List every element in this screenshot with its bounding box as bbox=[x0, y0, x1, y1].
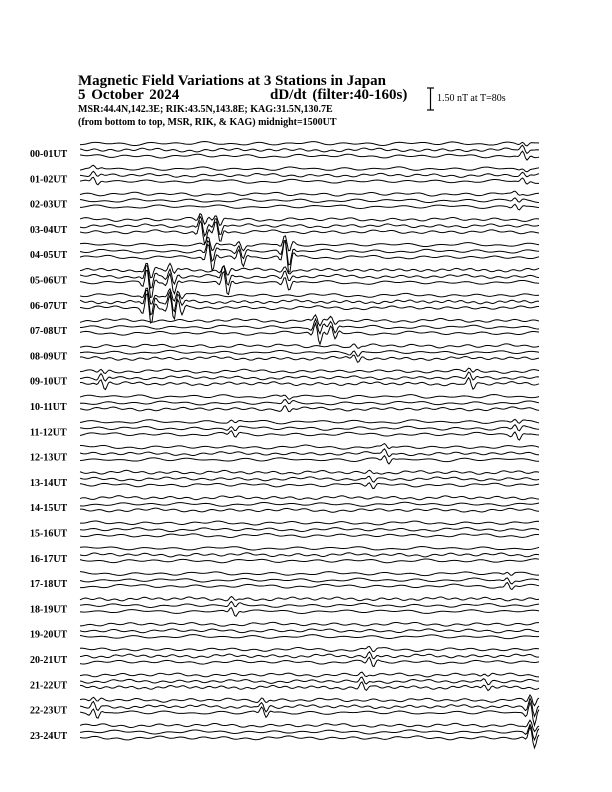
trace-kag-15-16UT bbox=[80, 521, 539, 525]
hour-label: 04-05UT bbox=[30, 250, 68, 262]
hour-label: 02-03UT bbox=[30, 199, 68, 211]
trace-kag-13-14UT bbox=[80, 470, 539, 474]
trace-rik-19-20UT bbox=[80, 629, 539, 633]
hour-label: 11-12UT bbox=[30, 427, 67, 439]
trace-msr-23-24UT bbox=[80, 727, 539, 748]
date-text: 5 October 2024 bbox=[78, 87, 180, 103]
trace-msr-16-17UT bbox=[80, 559, 539, 563]
order-note-text: (from bottom to top, MSR, RIK, & KAG) midnight=1500UT bbox=[78, 117, 337, 128]
hour-label: 21-22UT bbox=[30, 680, 68, 692]
hour-label: 20-21UT bbox=[30, 655, 68, 666]
trace-kag-04-05UT bbox=[80, 236, 539, 251]
hour-label: 00-01UT bbox=[30, 149, 68, 160]
trace-rik-20-21UT bbox=[80, 652, 539, 659]
trace-msr-14-15UT bbox=[80, 508, 539, 512]
trace-msr-12-13UT bbox=[80, 456, 539, 464]
trace-kag-10-11UT bbox=[80, 395, 539, 400]
trace-rik-15-16UT bbox=[80, 528, 539, 532]
trace-kag-03-04UT bbox=[80, 214, 539, 226]
hour-label: 19-20UT bbox=[30, 629, 68, 641]
trace-kag-23-24UT bbox=[80, 720, 539, 731]
hour-label: 13-14UT bbox=[30, 477, 68, 489]
trace-kag-17-18UT bbox=[80, 572, 539, 576]
trace-kag-01-02UT bbox=[80, 165, 539, 171]
hour-label: 14-15UT bbox=[30, 503, 68, 515]
trace-kag-02-03UT bbox=[80, 191, 539, 196]
hour-label: 05-06UT bbox=[30, 275, 68, 287]
trace-rik-12-13UT bbox=[80, 449, 539, 457]
hour-label: 23-24UT bbox=[30, 730, 68, 742]
trace-rik-01-02UT bbox=[80, 171, 539, 177]
hour-label: 17-18UT bbox=[30, 579, 68, 591]
hour-label: 16-17UT bbox=[30, 553, 68, 565]
trace-rik-18-19UT bbox=[80, 602, 539, 608]
hour-label: 12-13UT bbox=[30, 452, 68, 464]
trace-rik-00-01UT bbox=[80, 145, 539, 153]
trace-kag-16-17UT bbox=[80, 547, 539, 550]
trace-kag-00-01UT bbox=[80, 142, 539, 146]
hour-label: 07-08UT bbox=[30, 326, 68, 338]
hour-label: 22-23UT bbox=[30, 705, 68, 717]
trace-msr-15-16UT bbox=[80, 534, 539, 538]
trace-msr-19-20UT bbox=[80, 635, 539, 639]
trace-msr-02-03UT bbox=[80, 204, 539, 210]
trace-msr-18-19UT bbox=[80, 608, 539, 617]
scale-label: 1.50 nT at T=80s bbox=[437, 93, 506, 104]
trace-rik-02-03UT bbox=[80, 198, 539, 203]
trace-kag-19-20UT bbox=[80, 622, 539, 626]
hour-label: 10-11UT bbox=[30, 402, 67, 413]
chart-title: Magnetic Field Variations at 3 Stations in Japan bbox=[78, 73, 386, 89]
trace-msr-10-11UT bbox=[80, 406, 539, 412]
trace-rik-17-18UT bbox=[80, 578, 539, 584]
trace-kag-11-12UT bbox=[80, 419, 539, 423]
trace-msr-20-21UT bbox=[80, 657, 539, 666]
trace-kag-12-13UT bbox=[80, 444, 539, 450]
trace-kag-20-21UT bbox=[80, 646, 539, 651]
trace-kag-21-22UT bbox=[80, 672, 539, 677]
trace-msr-21-22UT bbox=[80, 682, 539, 691]
trace-kag-14-15UT bbox=[80, 496, 539, 500]
trace-rik-10-11UT bbox=[80, 400, 539, 405]
hour-label: 06-07UT bbox=[30, 300, 68, 312]
hour-label: 15-16UT bbox=[30, 528, 68, 540]
trace-rik-08-09UT bbox=[80, 350, 539, 356]
trace-rik-13-14UT bbox=[80, 476, 539, 482]
hour-label: 03-04UT bbox=[30, 224, 68, 236]
stations-text: MSR:44.4N,142.3E; RIK:43.5N,143.8E; KAG:31.5N,130.7E bbox=[78, 104, 333, 115]
trace-rik-11-12UT bbox=[80, 425, 539, 431]
trace-msr-17-18UT bbox=[80, 583, 539, 590]
trace-kag-18-19UT bbox=[80, 596, 539, 600]
trace-rik-16-17UT bbox=[80, 553, 539, 557]
trace-rik-21-22UT bbox=[80, 677, 539, 685]
trace-msr-13-14UT bbox=[80, 483, 539, 489]
hour-label: 08-09UT bbox=[30, 351, 68, 363]
trace-msr-00-01UT bbox=[80, 151, 539, 160]
trace-kag-08-09UT bbox=[80, 344, 539, 348]
trace-rik-14-15UT bbox=[80, 502, 539, 506]
hour-label: 09-10UT bbox=[30, 376, 68, 388]
trace-msr-07-08UT bbox=[80, 323, 539, 344]
trace-msr-11-12UT bbox=[80, 431, 539, 440]
trace-kag-07-08UT bbox=[80, 315, 539, 326]
filter-text: dD/dt (filter:40-160s) bbox=[270, 87, 408, 103]
trace-kag-22-23UT bbox=[80, 695, 539, 706]
hour-label: 01-02UT bbox=[30, 174, 68, 186]
trace-msr-08-09UT bbox=[80, 355, 539, 362]
trace-msr-01-02UT bbox=[80, 177, 539, 184]
hour-label: 18-19UT bbox=[30, 604, 68, 616]
